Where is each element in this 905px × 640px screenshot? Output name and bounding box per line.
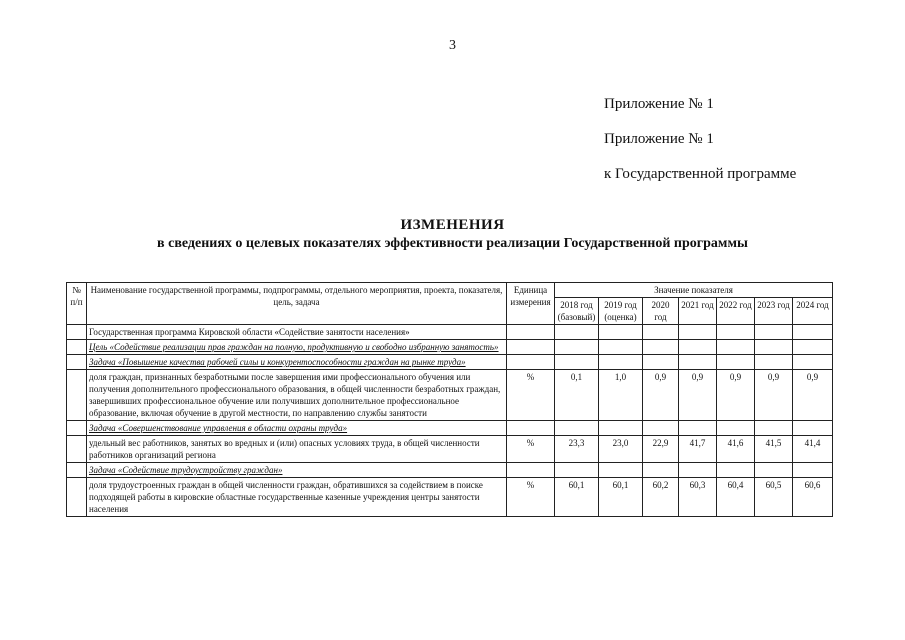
header-year-2018: 2018 год (базовый) [555, 298, 599, 325]
row-value-cell [679, 325, 717, 340]
indicators-table [66, 282, 833, 517]
row-value-cell [793, 355, 833, 370]
row-value-cell [679, 421, 717, 436]
row-value-cell: 41,7 [679, 436, 717, 463]
row-value-cell: 0,1 [555, 370, 599, 421]
row-value-cell [717, 355, 755, 370]
row-name-cell: Задача «Содействие трудоустройству граждан» [87, 463, 507, 478]
row-value-cell: 1,0 [599, 370, 643, 421]
row-value-cell [717, 340, 755, 355]
row-num-cell [67, 370, 87, 421]
row-unit-cell [507, 325, 555, 340]
page-number: 3 [449, 38, 456, 53]
row-value-cell [643, 355, 679, 370]
document-subtitle: в сведениях о целевых показателях эффективности реализации Государственной программы [157, 236, 748, 251]
header-year-2024: 2024 год [793, 298, 833, 325]
header-year-2019: 2019 год (оценка) [599, 298, 643, 325]
row-value-cell [755, 325, 793, 340]
header-name: Наименование государственной программы, подпрограммы, отдельного мероприятия, проекта, показателя, цель, задача [87, 283, 507, 325]
row-value-cell [679, 355, 717, 370]
row-value-cell: 0,9 [755, 370, 793, 421]
row-num-cell [67, 478, 87, 517]
table-row [67, 355, 833, 370]
annex-line-1: Приложение № 1 [604, 96, 714, 112]
row-value-cell: 41,4 [793, 436, 833, 463]
row-value-cell: 60,1 [555, 478, 599, 517]
row-num-cell [67, 436, 87, 463]
row-num-cell [67, 463, 87, 478]
row-value-cell: 60,4 [717, 478, 755, 517]
row-value-cell: 60,1 [599, 478, 643, 517]
row-value-cell: 22,9 [643, 436, 679, 463]
row-value-cell [717, 325, 755, 340]
row-value-cell [555, 325, 599, 340]
row-value-cell [793, 340, 833, 355]
row-value-cell [755, 421, 793, 436]
row-value-cell: 60,3 [679, 478, 717, 517]
row-value-cell [793, 463, 833, 478]
row-unit-cell: % [507, 436, 555, 463]
row-unit-cell [507, 421, 555, 436]
table-row [67, 478, 833, 517]
annex-line-3: к Государственной программе [604, 166, 797, 182]
header-unit: Единица измерения [507, 283, 555, 325]
header-year-2021: 2021 год [679, 298, 717, 325]
row-name-cell: Государственная программа Кировской области «Содействие занятости населения» [87, 325, 507, 340]
row-num-cell [67, 340, 87, 355]
row-unit-cell [507, 340, 555, 355]
row-value-cell [643, 325, 679, 340]
table-row [67, 370, 833, 421]
row-value-cell: 0,9 [793, 370, 833, 421]
row-num-cell [67, 355, 87, 370]
row-unit-cell [507, 355, 555, 370]
row-name-cell: Цель «Содействие реализации прав граждан на полную, продуктивную и свободно избранную занятость» [87, 340, 507, 355]
table-row [67, 421, 833, 436]
row-value-cell [755, 340, 793, 355]
row-value-cell [679, 340, 717, 355]
row-value-cell: 41,6 [717, 436, 755, 463]
document-title: ИЗМЕНЕНИЯ [400, 217, 505, 233]
row-value-cell [717, 463, 755, 478]
row-name-cell: Задача «Повышение качества рабочей силы и конкурентоспособности граждан на рынке труда» [87, 355, 507, 370]
row-unit-cell [507, 463, 555, 478]
row-value-cell [755, 463, 793, 478]
annex-line-2: Приложение № 1 [604, 131, 714, 147]
row-value-cell [555, 463, 599, 478]
row-unit-cell: % [507, 370, 555, 421]
row-value-cell [643, 463, 679, 478]
row-value-cell: 60,2 [643, 478, 679, 517]
row-value-cell [793, 325, 833, 340]
row-name-cell: доля граждан, признанных безработными после завершения ими профессионального обучения или получения дополнительного профессионального образования, в общей численности безработных граждан, завершивших профессиональное обучение или получивших дополнительное профессиональное образование, включая обучение в другой местности, по направлению службы занятости [87, 370, 507, 421]
header-year-2020: 2020 год [643, 298, 679, 325]
table-row [67, 436, 833, 463]
table-row [67, 463, 833, 478]
row-value-cell [599, 421, 643, 436]
row-unit-cell: % [507, 478, 555, 517]
row-name-cell: доля трудоустроенных граждан в общей численности граждан, обратившихся за содействием в поиске подходящей работы в кировские областные государственные казенные учреждения центры занятости населения [87, 478, 507, 517]
row-value-cell: 60,6 [793, 478, 833, 517]
header-year-2023: 2023 год [755, 298, 793, 325]
header-num: № п/п [67, 283, 87, 325]
header-year-2022: 2022 год [717, 298, 755, 325]
row-value-cell [643, 421, 679, 436]
row-name-cell: удельный вес работников, занятых во вредных и (или) опасных условиях труда, в общей численности работников организаций региона [87, 436, 507, 463]
row-num-cell [67, 325, 87, 340]
row-value-cell: 0,9 [717, 370, 755, 421]
row-value-cell: 60,5 [755, 478, 793, 517]
row-value-cell: 23,3 [555, 436, 599, 463]
row-value-cell [755, 355, 793, 370]
row-value-cell [679, 463, 717, 478]
row-value-cell [717, 421, 755, 436]
row-name-cell: Задача «Совершенствование управления в области охраны труда» [87, 421, 507, 436]
row-value-cell: 0,9 [679, 370, 717, 421]
row-value-cell: 0,9 [643, 370, 679, 421]
row-value-cell [643, 340, 679, 355]
row-value-cell [599, 340, 643, 355]
header-values-group: Значение показателя [555, 283, 833, 298]
row-value-cell [599, 325, 643, 340]
table-row [67, 325, 833, 340]
row-num-cell [67, 421, 87, 436]
row-value-cell [555, 340, 599, 355]
table-row [67, 340, 833, 355]
row-value-cell [555, 355, 599, 370]
row-value-cell [599, 355, 643, 370]
row-value-cell: 41,5 [755, 436, 793, 463]
row-value-cell: 23,0 [599, 436, 643, 463]
row-value-cell [555, 421, 599, 436]
row-value-cell [599, 463, 643, 478]
row-value-cell [793, 421, 833, 436]
